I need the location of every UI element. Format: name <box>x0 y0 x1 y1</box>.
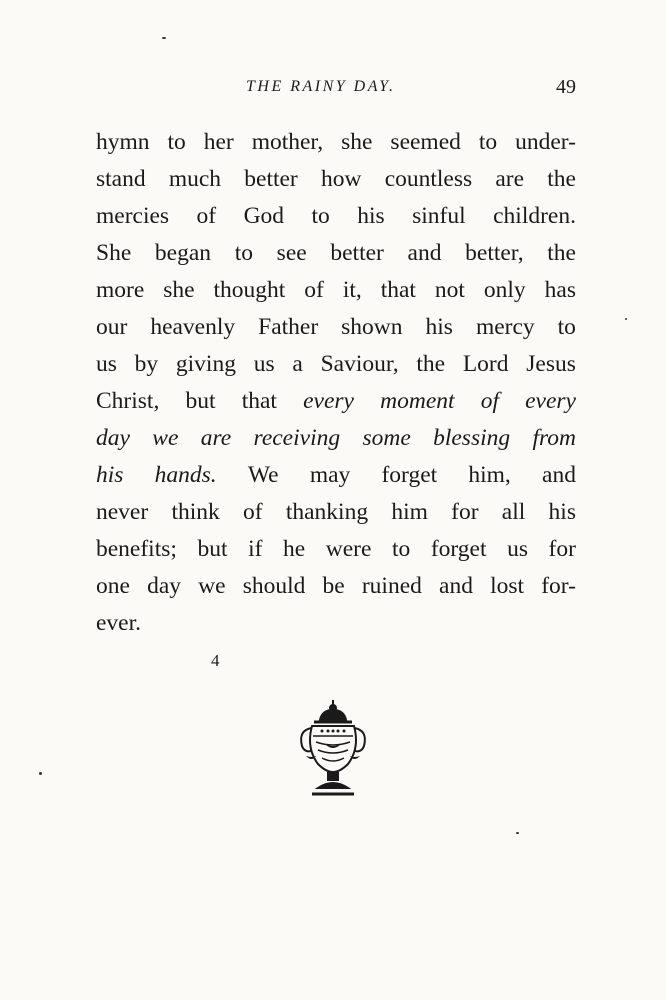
word: Jesus <box>526 351 576 377</box>
word: not <box>434 277 465 303</box>
word: for <box>451 499 479 525</box>
word: us <box>96 351 117 377</box>
word: to <box>557 314 576 340</box>
word: shown <box>341 314 403 340</box>
word: one <box>96 573 130 599</box>
word: more <box>96 277 145 303</box>
word: hymn <box>96 129 150 155</box>
word: may <box>309 462 351 488</box>
text-line <box>96 383 576 420</box>
word: how <box>320 166 362 192</box>
word: and <box>542 462 576 488</box>
word: the <box>416 351 446 377</box>
word: are <box>200 425 232 451</box>
word: thanking <box>285 499 369 525</box>
word: children. <box>493 203 576 229</box>
word: to <box>478 129 498 155</box>
word: sinful <box>412 203 466 229</box>
word: her <box>203 129 234 155</box>
signature-mark: 4 <box>211 651 220 670</box>
text-line <box>96 161 576 198</box>
word: moment <box>380 388 455 414</box>
word: only <box>483 277 526 303</box>
word: his <box>96 462 124 488</box>
running-title: THE RAINY DAY. <box>246 78 396 95</box>
word: to <box>311 203 330 229</box>
word: blessing <box>433 425 511 451</box>
text-line <box>96 457 576 494</box>
word: Christ, <box>96 388 160 414</box>
word: his <box>548 499 576 525</box>
word: see <box>276 240 307 266</box>
word: ruined <box>361 573 422 599</box>
text-line <box>96 198 576 235</box>
word: giving <box>175 351 236 377</box>
word: she <box>341 129 373 155</box>
page-number: 49 <box>556 76 576 98</box>
word: benefits; <box>96 536 177 562</box>
word: every <box>525 388 576 414</box>
word: hands. <box>154 462 217 488</box>
text-line <box>96 272 576 309</box>
word: all <box>501 499 526 525</box>
text-line <box>96 494 576 531</box>
running-head <box>96 76 576 104</box>
word: the <box>547 240 576 266</box>
word: never <box>96 499 149 525</box>
word: of <box>243 499 263 525</box>
word: but <box>197 536 228 562</box>
word: countless <box>384 166 473 192</box>
word: Lord <box>462 351 509 377</box>
word: mother, <box>251 129 324 155</box>
word: of <box>480 388 499 414</box>
body-paragraph <box>96 124 576 642</box>
ink-speck <box>625 318 627 320</box>
word: it, <box>342 277 362 303</box>
word: We <box>247 462 279 488</box>
text-line <box>96 420 576 457</box>
word: the <box>547 166 576 192</box>
text-line <box>96 124 576 161</box>
word: began <box>154 240 212 266</box>
word: think <box>171 499 220 525</box>
word: of <box>304 277 324 303</box>
word: lost <box>490 573 525 599</box>
word: stand <box>96 166 146 192</box>
word: Saviour, <box>320 351 399 377</box>
word: and <box>407 240 442 266</box>
word: from <box>532 425 576 451</box>
text-line <box>96 568 576 605</box>
word: are <box>495 166 525 192</box>
text-line <box>96 605 576 642</box>
word: thought <box>213 277 286 303</box>
word: day <box>96 425 130 451</box>
word: seemed <box>390 129 461 155</box>
word: heavenly <box>150 314 236 340</box>
word: to <box>167 129 186 155</box>
word: forget <box>430 536 487 562</box>
word: forget <box>381 462 438 488</box>
text-line <box>96 309 576 346</box>
word: if <box>248 536 263 562</box>
word: we <box>152 425 179 451</box>
word: receiving <box>253 425 341 451</box>
word: our <box>96 314 128 340</box>
word: for- <box>541 573 576 599</box>
word: God <box>243 203 285 229</box>
word: should <box>242 573 306 599</box>
word: under- <box>515 129 576 155</box>
word: us <box>507 536 528 562</box>
word: better, <box>465 240 524 266</box>
word: his <box>425 314 453 340</box>
word: him, <box>468 462 511 488</box>
word: every <box>303 388 354 414</box>
word: his <box>357 203 385 229</box>
word: better <box>330 240 384 266</box>
word: us <box>253 351 275 377</box>
word: much <box>168 166 222 192</box>
word: to <box>391 536 411 562</box>
ink-speck <box>516 832 519 834</box>
word: he <box>283 536 306 562</box>
word: that <box>380 277 416 303</box>
text-line <box>96 235 576 272</box>
word: She <box>96 240 132 266</box>
word: day <box>147 573 182 599</box>
word: but <box>185 388 216 414</box>
word: be <box>322 573 345 599</box>
word: better <box>244 166 298 192</box>
word: some <box>362 425 411 451</box>
word: were <box>325 536 372 562</box>
word: we <box>198 573 226 599</box>
urn-ornament-icon <box>292 698 374 806</box>
word: she <box>163 277 195 303</box>
word: by <box>134 351 159 377</box>
word: Father <box>258 314 319 340</box>
text-line <box>96 346 576 383</box>
word: mercies <box>96 203 170 229</box>
word: ever. <box>96 610 142 636</box>
ink-speck <box>39 772 42 775</box>
ink-speck <box>162 37 166 39</box>
word: and <box>439 573 473 599</box>
word: a <box>292 351 303 377</box>
word: has <box>544 277 576 303</box>
word: of <box>196 203 217 229</box>
word: mercy <box>475 314 535 340</box>
word: that <box>241 388 277 414</box>
text-line <box>96 531 576 568</box>
word: for <box>548 536 576 562</box>
word: him <box>391 499 428 525</box>
word: to <box>234 240 253 266</box>
